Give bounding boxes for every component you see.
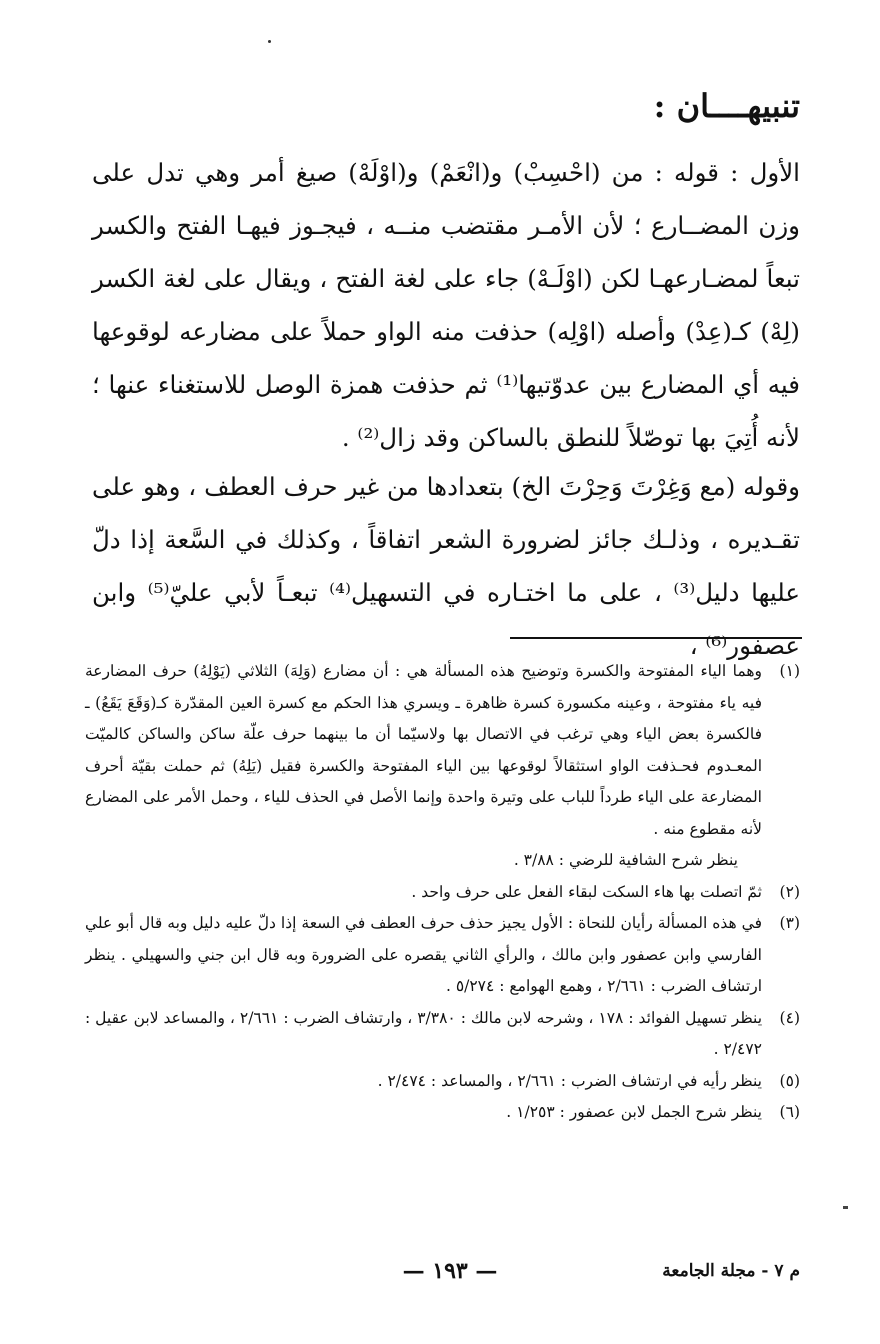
- footnote-number: (١): [779, 662, 800, 680]
- paragraph-2: وقوله (مع وَغِرْتَ وَحِرْتَ الخ) بتعدادها من غير حرف العطف ، وهو على تقـديره ، وذلـك جائز لضرورة الشعر اتفاقاً ، وكذلك في السَّعة إذا دلّ عليها دليل⁽³⁾ ، على ما اختـاره في التسهيل⁽⁴⁾ تبعـاً لأبي عليّ⁽⁵⁾ وابن عصفور⁽⁶⁾ ،: [92, 472, 800, 660]
- page-footer: [0, 1256, 880, 1286]
- footnote-text: ينظر تسهيل الفوائد : ١٧٨ ، وشرحه لابن مالك : ٣/٣٨٠ ، وارتشاف الضرب : ٢/٦٦١ ، والمساعد لابن عقيل : ٢/٤٧٢ .: [85, 1008, 763, 1058]
- section-heading: تنبيهــــان :: [653, 87, 800, 125]
- footnote-text: ثمّ اتصلت بها هاء السكت لبقاء الفعل على حرف واحد .: [411, 882, 762, 901]
- footnote-1: [85, 656, 800, 845]
- footnote-text: ينظر شرح الجمل لابن عصفور : ١/٢٥٣ .: [506, 1103, 762, 1121]
- footnote-text: وهما الياء المفتوحة والكسرة وتوضيح هذه المسألة هي : أن مضارع (وَلِهَ) الثلاثي (يَوْلِهُ) حرف المضارعة فيه ياء مفتوحة ، وعينه مكسورة كسرة ظاهرة ـ ويسري هذا الحكم مع كسرة العين المقدّرة كـ(وَقَعَ يَقَعُ) ـ فالكسرة بعض الياء وهي ترغب في الاتصال بها ولاسيّما أن ما بينهما حرف علّة ساكن والساكن كالميّت المعـدوم فحـذفت الواو استثقالاً لوقوعها بين الياء المفتوحة والكسرة فقيل (يَلِهُ) ثم حملت بقيّة أحرف المضارعة على الياء طرداً للباب على وتيرة واحدة وإنما الأصل في الحذف للياء ، وحمل الأمر على المضارع لأنه مقطوع منه .: [85, 662, 762, 838]
- footnote-1-reference: ينظر شرح الشافية للرضي : ٣/٨٨ .: [513, 851, 738, 869]
- footnote-5: [85, 1066, 800, 1098]
- footnote-3: [85, 908, 800, 1003]
- footnote-4: [85, 1003, 800, 1066]
- print-speck: [268, 40, 271, 43]
- footnote-text: ينظر رأيه في ارتشاف الضرب : ٢/٦٦١ ، والمساعد : ٢/٤٧٤ .: [377, 1071, 762, 1090]
- journal-folio: م ٧ - مجلة الجامعة: [662, 1261, 800, 1281]
- footnote-number: (٥): [779, 1071, 800, 1090]
- page-number: — ١٩٣ —: [402, 1258, 498, 1284]
- footnote-6: [85, 1097, 800, 1129]
- footnote-number: (٤): [779, 1008, 800, 1027]
- print-speck: [843, 1206, 848, 1209]
- footnote-2: [85, 877, 800, 909]
- paragraph-1: الأول : قوله : من (احْسِبْ) و(انْعَمْ) و(اوْلَهْ) صيغ أمر وهي تدل على وزن المضــارع ؛ لأن الأمـر مقتضب منــه ، فيجـوز فيهـا الفتح والكسر تبعاً لمضـارعهـا لكن (اوْلَـهْ) جاء على لغة الفتح ، ويقال على لغة الكسر (لِهْ) كـ(عِدْ) وأصله (اوْلِه) حذفت منه الواو حملاً على مضارعه لوقوعها فيه أي المضارع بين عدوّتيها⁽¹⁾ ثم حذفت همزة الوصل للاستغناء عنها ؛ لأنه أُتِيَ بها توصّلاً للنطق بالساكن وقد زال⁽²⁾ .: [92, 158, 800, 452]
- footnote-number: (٢): [779, 882, 800, 901]
- footnote-number: (٣): [779, 914, 800, 932]
- footnote-number: (٦): [779, 1103, 800, 1121]
- footnotes: [85, 656, 800, 1129]
- footnote-text: في هذه المسألة رأيان للنحاة : الأول يجيز حذف حرف العطف في السعة إذا دلّ عليه دليل وبه قال أبو علي الفارسي وابن عصفور وابن مالك ، والرأي الثاني يقصره على الضرورة وبه قال ابن جني والسهيلي . ينظر ارتشاف الضرب : ٢/٦٦١ ، وهمع الهوامع : ٥/٢٧٤ .: [85, 914, 762, 995]
- footnote-separator: [510, 637, 802, 639]
